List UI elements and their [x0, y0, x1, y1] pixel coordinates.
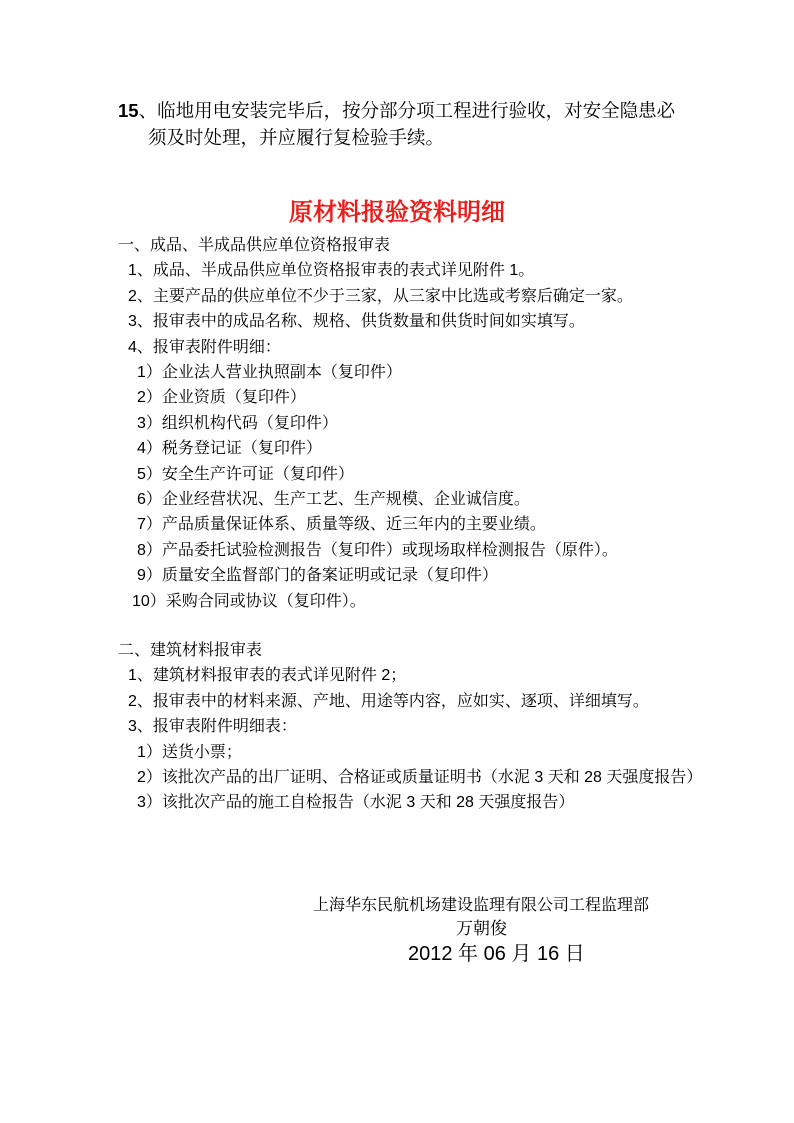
section-2-item: 1、建筑材料报审表的表式详见附件 2；: [128, 667, 407, 685]
section-2-heading: 二、建筑材料报审表: [118, 642, 263, 659]
section-1-attachment-item: 6）企业经营状况、生产工艺、生产规模、企业诚信度。: [137, 491, 530, 509]
section-1-item: 4、报审表附件明细：: [128, 338, 281, 356]
section-1-heading: 一、成品、半成品供应单位资格报审表: [118, 237, 391, 254]
section-1-item: 1、成品、半成品供应单位资格报审表的表式详见附件 1。: [128, 262, 535, 280]
section-1-attachment-item: 9）质量安全监督部门的备案证明或记录（复印件）: [137, 567, 498, 585]
signature-organization: 上海华东民航机场建设监理有限公司工程监理部: [313, 897, 650, 914]
signature-name: 万朝俊: [456, 919, 507, 938]
section-1-supplier-qualification: [118, 233, 633, 614]
section-2-item: 2、报审表中的材料来源、产地、用途等内容，应如实、逐项、详细填写。: [128, 692, 649, 710]
section-2-attachment-item: 3）该批次产品的施工自检报告（水泥 3 天和 28 天强度报告）: [137, 794, 575, 812]
section-1-attachment-item: 8）产品委托试验检测报告（复印件）或现场取样检测报告（原件）。: [137, 541, 618, 559]
section-2-building-materials: [118, 638, 702, 816]
section-1-attachment-item: 2）企业资质（复印件）: [137, 389, 306, 407]
section-1-attachment-item: 7）产品质量保证体系、质量等级、近三年内的主要业绩。: [137, 516, 546, 534]
section-1-item: 3、报审表中的成品名称、规格、供货数量和供货时间如实填写。: [128, 313, 585, 331]
item-15-text: 、临地用电安装完毕后，按分部分项工程进行验收，对安全隐患必: [138, 100, 676, 121]
signature-date: 2012 年 06 月 16 日: [408, 943, 585, 965]
item-15-line-2: 须及时处理，并应履行复检验手续。: [148, 127, 445, 148]
document-title: 原材料报验资料明细: [289, 200, 505, 226]
item-15-number: 15: [118, 100, 139, 121]
section-1-attachment-item: 1）企业法人营业执照副本（复印件）: [137, 364, 402, 382]
section-1-attachment-item: 10）采购合同或协议（复印件）。: [132, 592, 366, 610]
section-2-item: 3、报审表附件明细表：: [128, 718, 297, 736]
section-1-attachment-item: 3）组织机构代码（复印件）: [137, 414, 338, 432]
section-2-attachment-item: 2）该批次产品的出厂证明、合格证或质量证明书（水泥 3 天和 28 天强度报告）: [137, 769, 703, 787]
section-1-attachment-item: 4）税务登记证（复印件）: [137, 440, 322, 458]
item-15-line-1: [118, 97, 675, 124]
section-1-attachment-item: 5）安全生产许可证（复印件）: [137, 465, 354, 483]
item-15-paragraph: [118, 97, 675, 151]
section-1-item: 2、主要产品的供应单位不少于三家，从三家中比选或考察后确定一家。: [128, 287, 633, 305]
section-2-attachment-item: 1）送货小票；: [137, 743, 242, 761]
